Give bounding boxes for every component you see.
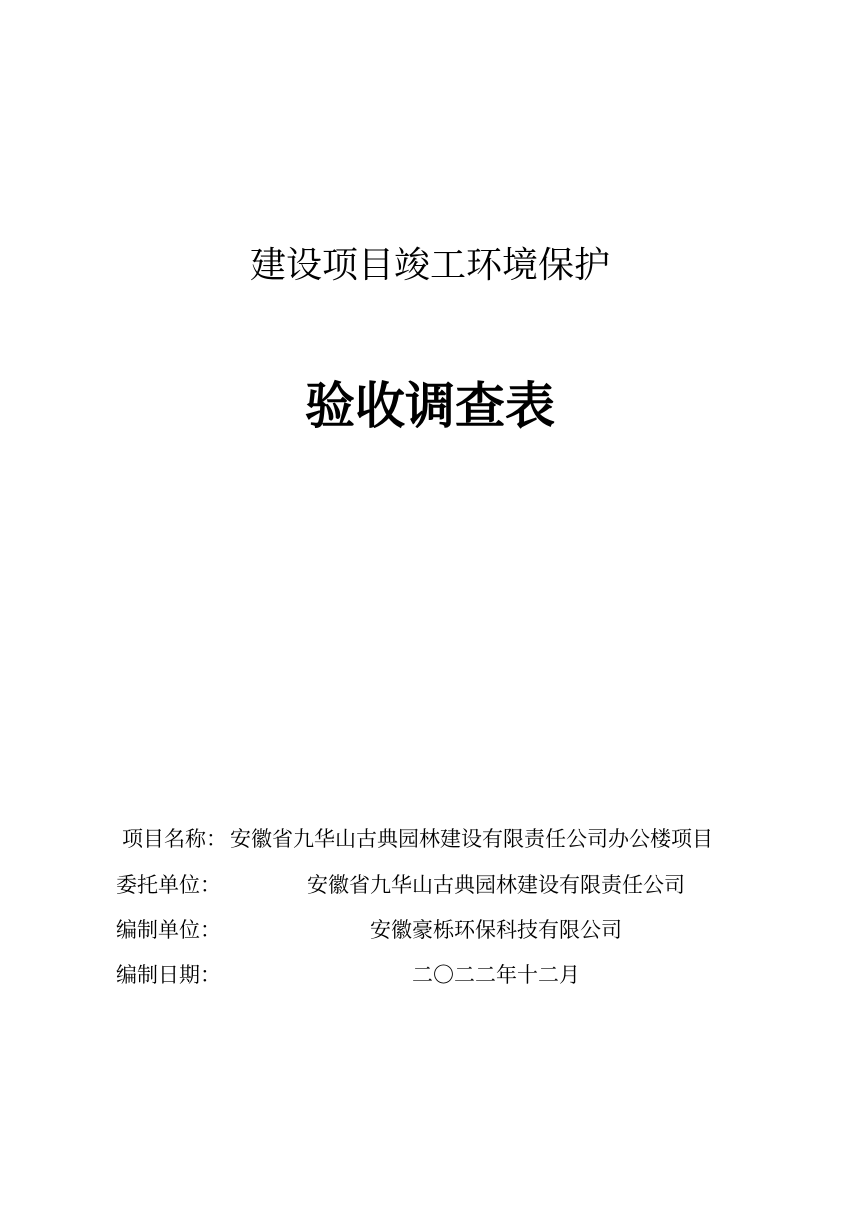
project-name-label: 项目名称： [122,827,227,851]
compiler-row [116,913,756,947]
client-row [116,868,756,902]
compile-date-value: 二〇二二年十二月 [412,963,580,987]
compiler-value: 安徽豪栎环保科技有限公司 [370,918,622,942]
compiler-label: 编制单位： [116,918,221,942]
report-title-line-2: 验收调查表 [305,377,555,435]
client-value: 安徽省九华山古典园林建设有限责任公司 [307,873,685,897]
compile-date-label: 编制日期： [116,963,221,987]
client-label: 委托单位： [116,873,221,897]
report-title-line-1: 建设项目竣工环境保护 [249,245,610,286]
project-name-row [116,822,756,856]
compile-date-row [116,958,756,992]
project-name-value: 安徽省九华山古典园林建设有限责任公司办公楼项目 [230,827,713,851]
